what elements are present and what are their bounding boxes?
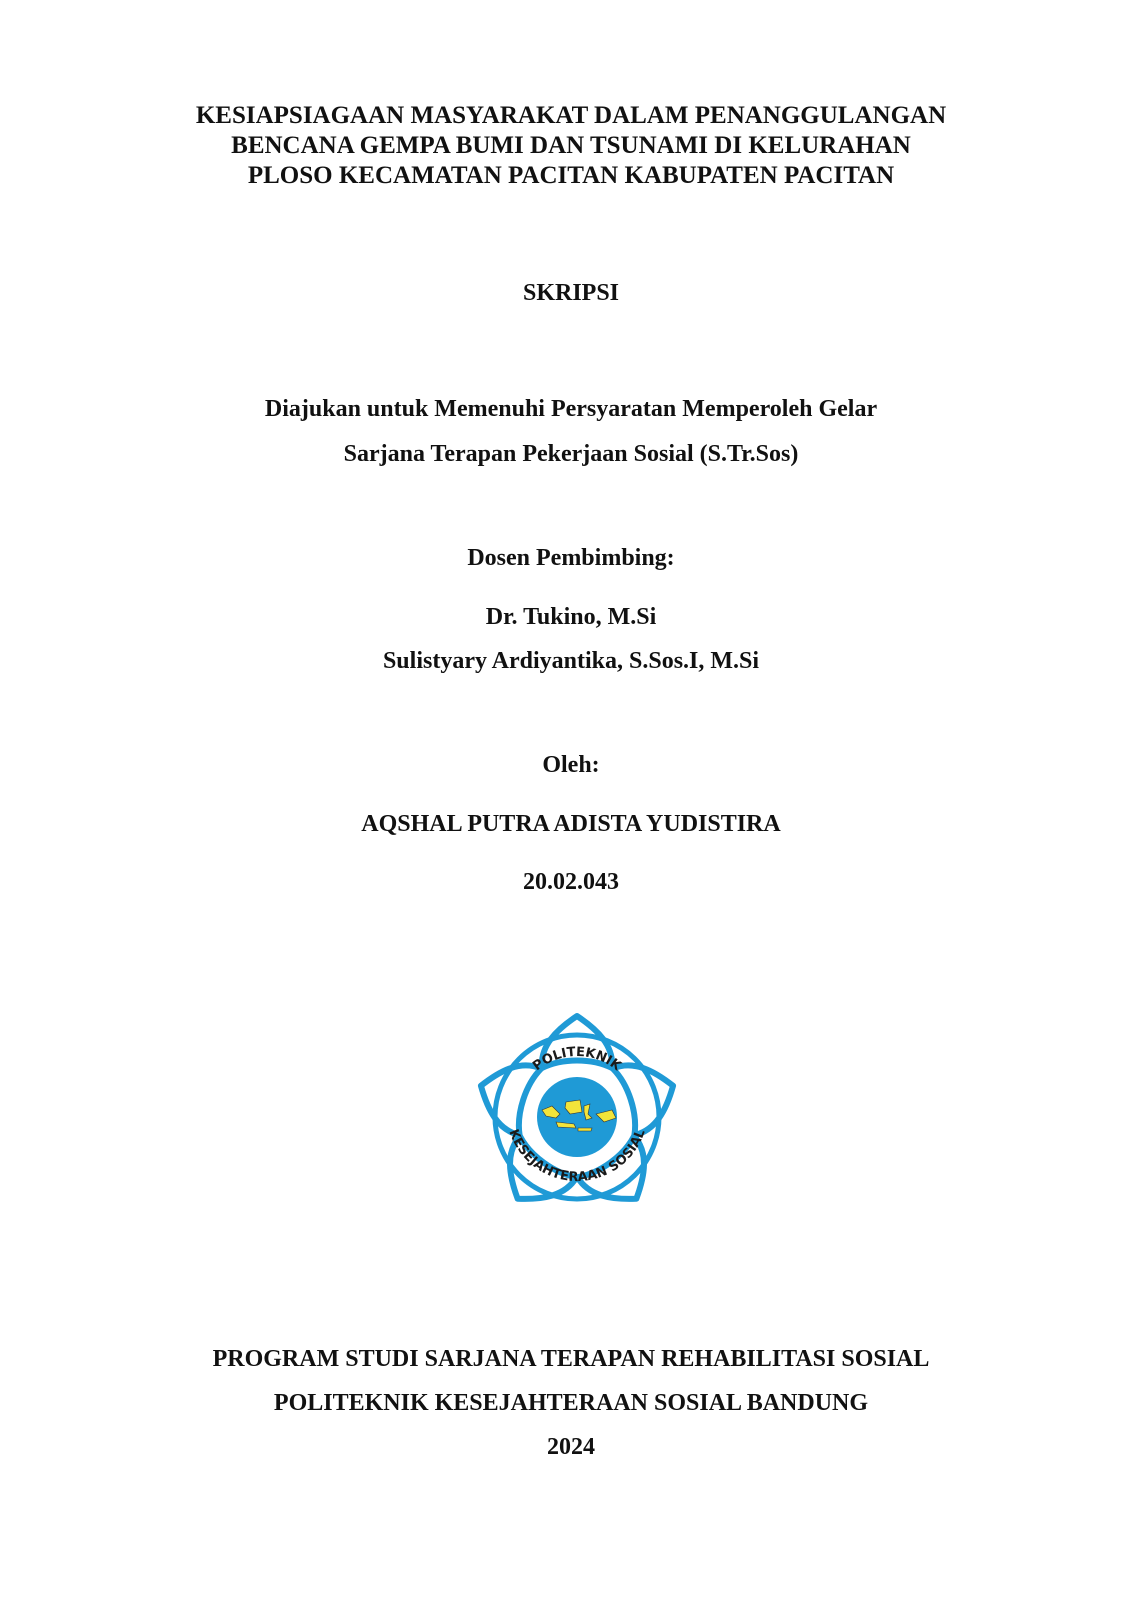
logo-text-top: POLITEKNIK (530, 1044, 624, 1075)
title-line-3: PLOSO KECAMATAN PACITAN KABUPATEN PACITAN (247, 162, 895, 189)
advisor-name-2: Sulistyary Ardiyantika, S.Sos.I, M.Si (382, 648, 760, 674)
purpose-line-2: Sarjana Terapan Pekerjaan Sosial (S.Tr.Sos) (343, 441, 799, 467)
author-name: AQSHAL PUTRA ADISTA YUDISTIRA (361, 811, 781, 837)
institution-logo (470, 1010, 684, 1224)
institution-name: POLITEKNIK KESEJAHTERAAN SOSIAL BANDUNG (273, 1390, 869, 1416)
document-type: SKRIPSI (522, 280, 620, 306)
study-program: PROGRAM STUDI SARJANA TERAPAN REHABILITASI SOSIAL (212, 1346, 930, 1372)
logo-text-bottom: KESEJAHTERAAN SOSIAL (505, 1127, 649, 1186)
author-heading: Oleh: (542, 752, 600, 778)
advisors-heading: Dosen Pembimbing: (467, 545, 675, 571)
student-id: 20.02.043 (523, 869, 619, 895)
purpose-line-1: Diajukan untuk Memenuhi Persyaratan Memperoleh Gelar (264, 396, 878, 422)
advisor-name-1: Dr. Tukino, M.Si (485, 604, 657, 630)
title-line-1: KESIAPSIAGAAN MASYARAKAT DALAM PENANGGULANGAN (195, 102, 947, 129)
title-line-2: BENCANA GEMPA BUMI DAN TSUNAMI DI KELURAHAN (231, 132, 911, 159)
publication-year: 2024 (547, 1434, 595, 1460)
